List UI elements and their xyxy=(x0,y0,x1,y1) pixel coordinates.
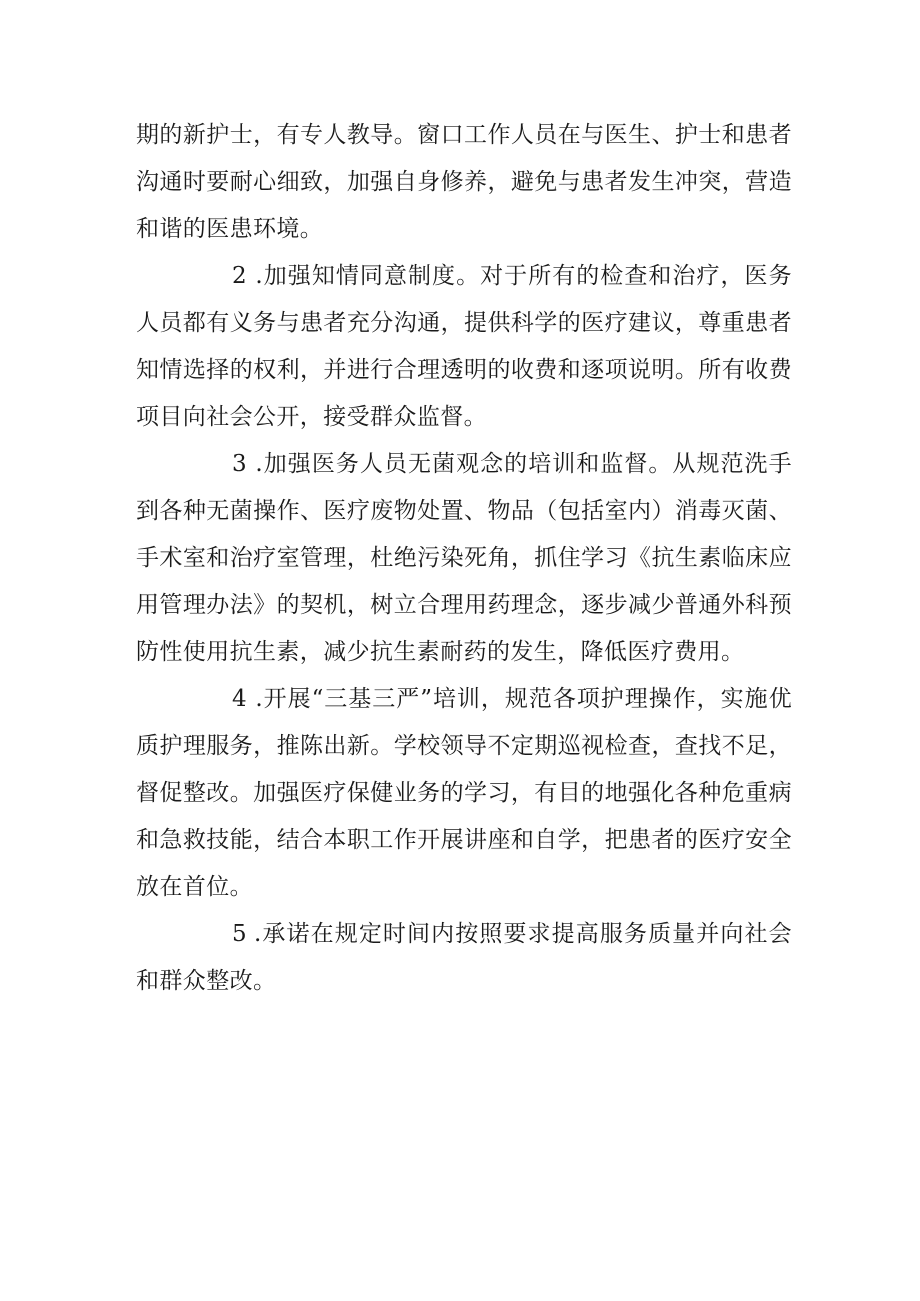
paragraph-item-4 xyxy=(136,676,792,911)
document-body xyxy=(136,112,792,1005)
paragraph-number: 3 xyxy=(232,451,248,477)
paragraph-item-2 xyxy=(136,253,792,441)
paragraph-text: .加强知情同意制度。对于所有的检查和治疗，医务人员都有义务与患者充分沟通，提供科学的医疗建议，尊重患者知情选择的权利，并进行合理透明的收费和逐项说明。所有收费项目向社会公开，接受群众监督。 xyxy=(136,263,792,430)
paragraph-number: 4 xyxy=(232,686,248,712)
paragraph-text: .开展“三基三严”培训，规范各项护理操作，实施优质护理服务，推陈出新。学校领导不定期巡视检查，查找不足，督促整改。加强医疗保健业务的学习，有目的地强化各种危重病和急救技能，结合本职工作开展讲座和自学，把患者的医疗安全放在首位。 xyxy=(136,686,792,900)
paragraph-item-3 xyxy=(136,441,792,676)
paragraph-item-5 xyxy=(136,911,792,1005)
paragraph-continuation xyxy=(136,112,792,253)
paragraph-text: .承诺在规定时间内按照要求提高服务质量并向社会和群众整改。 xyxy=(136,921,792,994)
paragraph-text: 期的新护士，有专人教导。窗口工作人员在与医生、护士和患者沟通时要耐心细致，加强自身修养，避免与患者发生冲突，营造和谐的医患环境。 xyxy=(136,122,792,242)
paragraph-text: .加强医务人员无菌观念的培训和监督。从规范洗手到各种无菌操作、医疗废物处置、物品（包括室内）消毒灭菌、手术室和治疗室管理，杜绝污染死角，抓住学习《抗生素临床应用管理办法》的契机，树立合理用药理念，逐步减少普通外科预防性使用抗生素，减少抗生素耐药的发生，降低医疗费用。 xyxy=(136,451,792,665)
paragraph-number: 5 xyxy=(232,921,248,947)
paragraph-number: 2 xyxy=(232,263,248,289)
